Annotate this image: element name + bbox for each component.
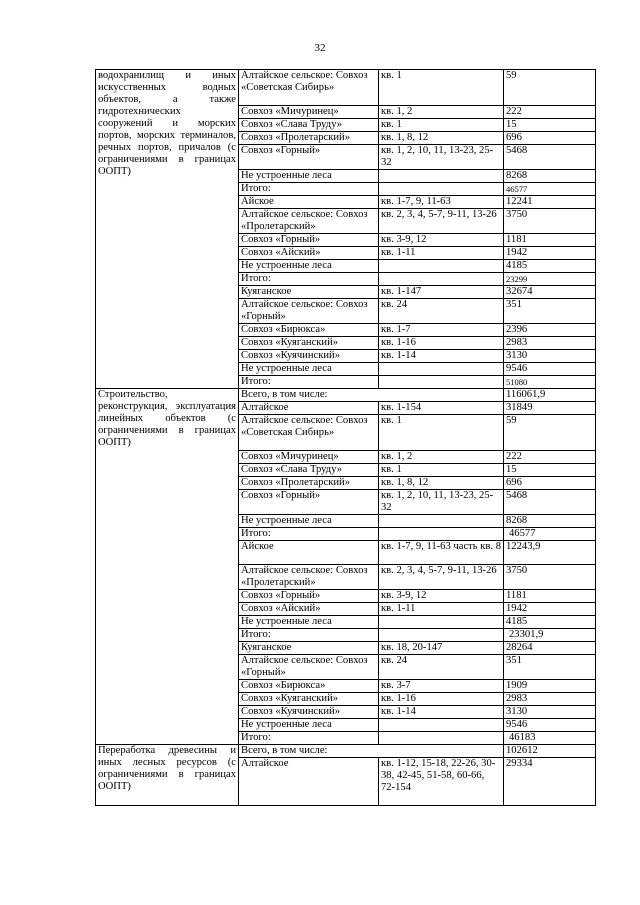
area-cell: 31849 xyxy=(504,402,596,415)
forestry-name-cell: Совхоз «Айский» xyxy=(239,603,379,616)
quarters-cell: кв. 1-16 xyxy=(379,337,504,350)
forestry-name-cell: Не устроенные леса xyxy=(239,170,379,183)
forestry-name-cell: Не устроенные леса xyxy=(239,616,379,629)
quarters-cell: кв. 1, 2 xyxy=(379,451,504,464)
forestry-name-cell: Итого: xyxy=(239,732,379,745)
area-cell: 23301,9 xyxy=(504,629,596,642)
quarters-cell xyxy=(379,376,504,389)
quarters-cell xyxy=(379,170,504,183)
quarters-cell: кв. 1, 8, 12 xyxy=(379,477,504,490)
area-cell: 2396 xyxy=(504,324,596,337)
area-cell: 3130 xyxy=(504,350,596,363)
area-cell: 9546 xyxy=(504,363,596,376)
forestry-name-cell: Совхоз «Пролетарский» xyxy=(239,132,379,145)
quarters-cell: кв. 1, 2, 10, 11, 13-23, 25-32 xyxy=(379,145,504,170)
area-cell: 696 xyxy=(504,132,596,145)
quarters-cell: кв. 1 xyxy=(379,70,504,106)
area-cell: 3130 xyxy=(504,706,596,719)
purpose-cell: водохранилищ и иных искусственных водных объектов, а также гидротехнических сооружений и морских портов, морских терминалов, речных портов, причалов (с ограничениями в границах ООПТ) xyxy=(96,70,239,389)
forestry-name-cell: Айское xyxy=(239,196,379,209)
quarters-cell xyxy=(379,515,504,528)
forestry-name-cell: Алтайское сельское: Совхоз «Пролетарский» xyxy=(239,565,379,590)
forestry-name-cell: Совхоз «Куячинский» xyxy=(239,706,379,719)
area-cell: 12241 xyxy=(504,196,596,209)
quarters-cell: кв. 1-16 xyxy=(379,693,504,706)
area-cell: 59 xyxy=(504,415,596,451)
forestry-name-cell: Алтайское сельское: Совхоз «Советская Сибирь» xyxy=(239,415,379,451)
table-row xyxy=(96,70,596,106)
area-cell: 222 xyxy=(504,451,596,464)
quarters-cell: кв. 1-14 xyxy=(379,350,504,363)
area-cell: 4185 xyxy=(504,616,596,629)
forestry-name-cell: Совхоз «Куячинский» xyxy=(239,350,379,363)
area-cell: 12243,9 xyxy=(504,541,596,565)
area-cell: 1942 xyxy=(504,247,596,260)
forestry-name-cell: Совхоз «Айский» xyxy=(239,247,379,260)
quarters-cell: кв. 1-154 xyxy=(379,402,504,415)
forestry-name-cell: Алтайское xyxy=(239,758,379,806)
quarters-cell: кв. 18, 20-147 xyxy=(379,642,504,655)
forestry-name-cell: Совхоз «Горный» xyxy=(239,590,379,603)
quarters-cell: кв. 1, 2, 10, 11, 13-23, 25-32 xyxy=(379,490,504,515)
quarters-cell xyxy=(379,363,504,376)
area-cell: 3750 xyxy=(504,209,596,234)
quarters-cell: кв. 1, 2 xyxy=(379,106,504,119)
quarters-cell: кв. 1, 8, 12 xyxy=(379,132,504,145)
area-cell: 15 xyxy=(504,119,596,132)
forestry-name-cell: Совхоз «Мичуринец» xyxy=(239,106,379,119)
area-cell: 28264 xyxy=(504,642,596,655)
quarters-cell: кв. 24 xyxy=(379,655,504,680)
area-cell: 351 xyxy=(504,299,596,324)
forestry-name-cell: Итого: xyxy=(239,376,379,389)
area-cell: 32674 xyxy=(504,286,596,299)
forestry-name-cell: Не устроенные леса xyxy=(239,363,379,376)
quarters-cell xyxy=(379,616,504,629)
area-cell: 351 xyxy=(504,655,596,680)
forestry-name-cell: Куяганское xyxy=(239,286,379,299)
forestry-name-cell: Всего, в том числе: xyxy=(239,745,504,758)
area-cell: 46577 xyxy=(504,528,596,541)
forestry-name-cell: Итого: xyxy=(239,629,379,642)
forestry-name-cell: Совхоз «Куяганский» xyxy=(239,693,379,706)
area-cell: 3750 xyxy=(504,565,596,590)
forestry-name-cell: Алтайское сельское: Совхоз «Пролетарский» xyxy=(239,209,379,234)
forestry-name-cell: Куяганское xyxy=(239,642,379,655)
quarters-cell xyxy=(379,260,504,273)
quarters-cell xyxy=(379,528,504,541)
area-cell: 2983 xyxy=(504,337,596,350)
forestry-name-cell: Алтайское сельское: Совхоз «Горный» xyxy=(239,299,379,324)
forest-use-table xyxy=(95,69,596,806)
area-cell: 8268 xyxy=(504,515,596,528)
table-row xyxy=(96,389,596,402)
quarters-cell: кв. 1-7 xyxy=(379,324,504,337)
forestry-name-cell: Всего, в том числе: xyxy=(239,389,504,402)
quarters-cell: кв. 2, 3, 4, 5-7, 9-11, 13-26 xyxy=(379,565,504,590)
page-number: 32 xyxy=(314,42,326,54)
quarters-cell: кв. 3-7 xyxy=(379,680,504,693)
area-cell: 1181 xyxy=(504,590,596,603)
quarters-cell: кв. 2, 3, 4, 5-7, 9-11, 13-26 xyxy=(379,209,504,234)
forestry-name-cell: Совхоз «Бирюкса» xyxy=(239,324,379,337)
area-cell: 29334 xyxy=(504,758,596,806)
forestry-name-cell: Совхоз «Горный» xyxy=(239,490,379,515)
area-cell: 1909 xyxy=(504,680,596,693)
quarters-cell: кв. 1-7, 9, 11-63 xyxy=(379,196,504,209)
forestry-name-cell: Не устроенные леса xyxy=(239,515,379,528)
quarters-cell: кв. 1-14 xyxy=(379,706,504,719)
forestry-name-cell: Совхоз «Мичуринец» xyxy=(239,451,379,464)
forestry-name-cell: Алтайское сельское: Совхоз «Советская Сибирь» xyxy=(239,70,379,106)
quarters-cell: кв. 1-11 xyxy=(379,603,504,616)
forestry-name-cell: Совхоз «Горный» xyxy=(239,234,379,247)
quarters-cell: кв. 1 xyxy=(379,464,504,477)
purpose-cell: Строительство, реконструкция, эксплуатация линейных объектов (с ограничениями в границах ООПТ) xyxy=(96,389,239,745)
quarters-cell: кв. 1 xyxy=(379,119,504,132)
forestry-name-cell: Айское xyxy=(239,541,379,565)
table-row xyxy=(96,745,596,758)
forestry-name-cell: Алтайское xyxy=(239,402,379,415)
forestry-name-cell: Не устроенные леса xyxy=(239,719,379,732)
forestry-name-cell: Алтайское сельское: Совхоз «Горный» xyxy=(239,655,379,680)
area-cell: 116061,9 xyxy=(504,389,596,402)
forestry-name-cell: Итого: xyxy=(239,528,379,541)
area-cell: 5468 xyxy=(504,490,596,515)
area-cell: 2983 xyxy=(504,693,596,706)
quarters-cell: кв. 3-9, 12 xyxy=(379,590,504,603)
forestry-name-cell: Итого: xyxy=(239,183,379,196)
quarters-cell: кв. 1-7, 9, 11-63 часть кв. 8 xyxy=(379,541,504,565)
quarters-cell: кв. 24 xyxy=(379,299,504,324)
quarters-cell: кв. 3-9, 12 xyxy=(379,234,504,247)
quarters-cell: кв. 1-12, 15-18, 22-26, 30-38, 42-45, 51-58, 60-66, 72-154 xyxy=(379,758,504,806)
quarters-cell xyxy=(379,732,504,745)
quarters-cell: кв. 1 xyxy=(379,415,504,451)
area-cell: 5468 xyxy=(504,145,596,170)
quarters-cell xyxy=(379,273,504,286)
quarters-cell xyxy=(379,629,504,642)
forestry-name-cell: Совхоз «Пролетарский» xyxy=(239,477,379,490)
area-cell: 59 xyxy=(504,70,596,106)
forestry-name-cell: Совхоз «Слава Труду» xyxy=(239,119,379,132)
forestry-name-cell: Не устроенные леса xyxy=(239,260,379,273)
area-cell: 23299 xyxy=(504,273,596,286)
area-cell: 222 xyxy=(504,106,596,119)
quarters-cell xyxy=(379,183,504,196)
forestry-name-cell: Совхоз «Бирюкса» xyxy=(239,680,379,693)
forestry-name-cell: Совхоз «Куяганский» xyxy=(239,337,379,350)
purpose-cell: Переработка древесины и иных лесных ресурсов (с ограничениями в границах ООПТ) xyxy=(96,745,239,806)
quarters-cell: кв. 1-11 xyxy=(379,247,504,260)
area-cell: 4185 xyxy=(504,260,596,273)
forestry-name-cell: Совхоз «Слава Труду» xyxy=(239,464,379,477)
area-cell: 1942 xyxy=(504,603,596,616)
forestry-name-cell: Итого: xyxy=(239,273,379,286)
area-cell: 9546 xyxy=(504,719,596,732)
area-cell: 1181 xyxy=(504,234,596,247)
area-cell: 696 xyxy=(504,477,596,490)
quarters-cell: кв. 1-147 xyxy=(379,286,504,299)
area-cell: 102612 xyxy=(504,745,596,758)
quarters-cell xyxy=(379,719,504,732)
area-cell: 46577 xyxy=(504,183,596,196)
area-cell: 15 xyxy=(504,464,596,477)
area-cell: 46183 xyxy=(504,732,596,745)
area-cell: 8268 xyxy=(504,170,596,183)
area-cell: 51080 xyxy=(504,376,596,389)
forestry-name-cell: Совхоз «Горный» xyxy=(239,145,379,170)
